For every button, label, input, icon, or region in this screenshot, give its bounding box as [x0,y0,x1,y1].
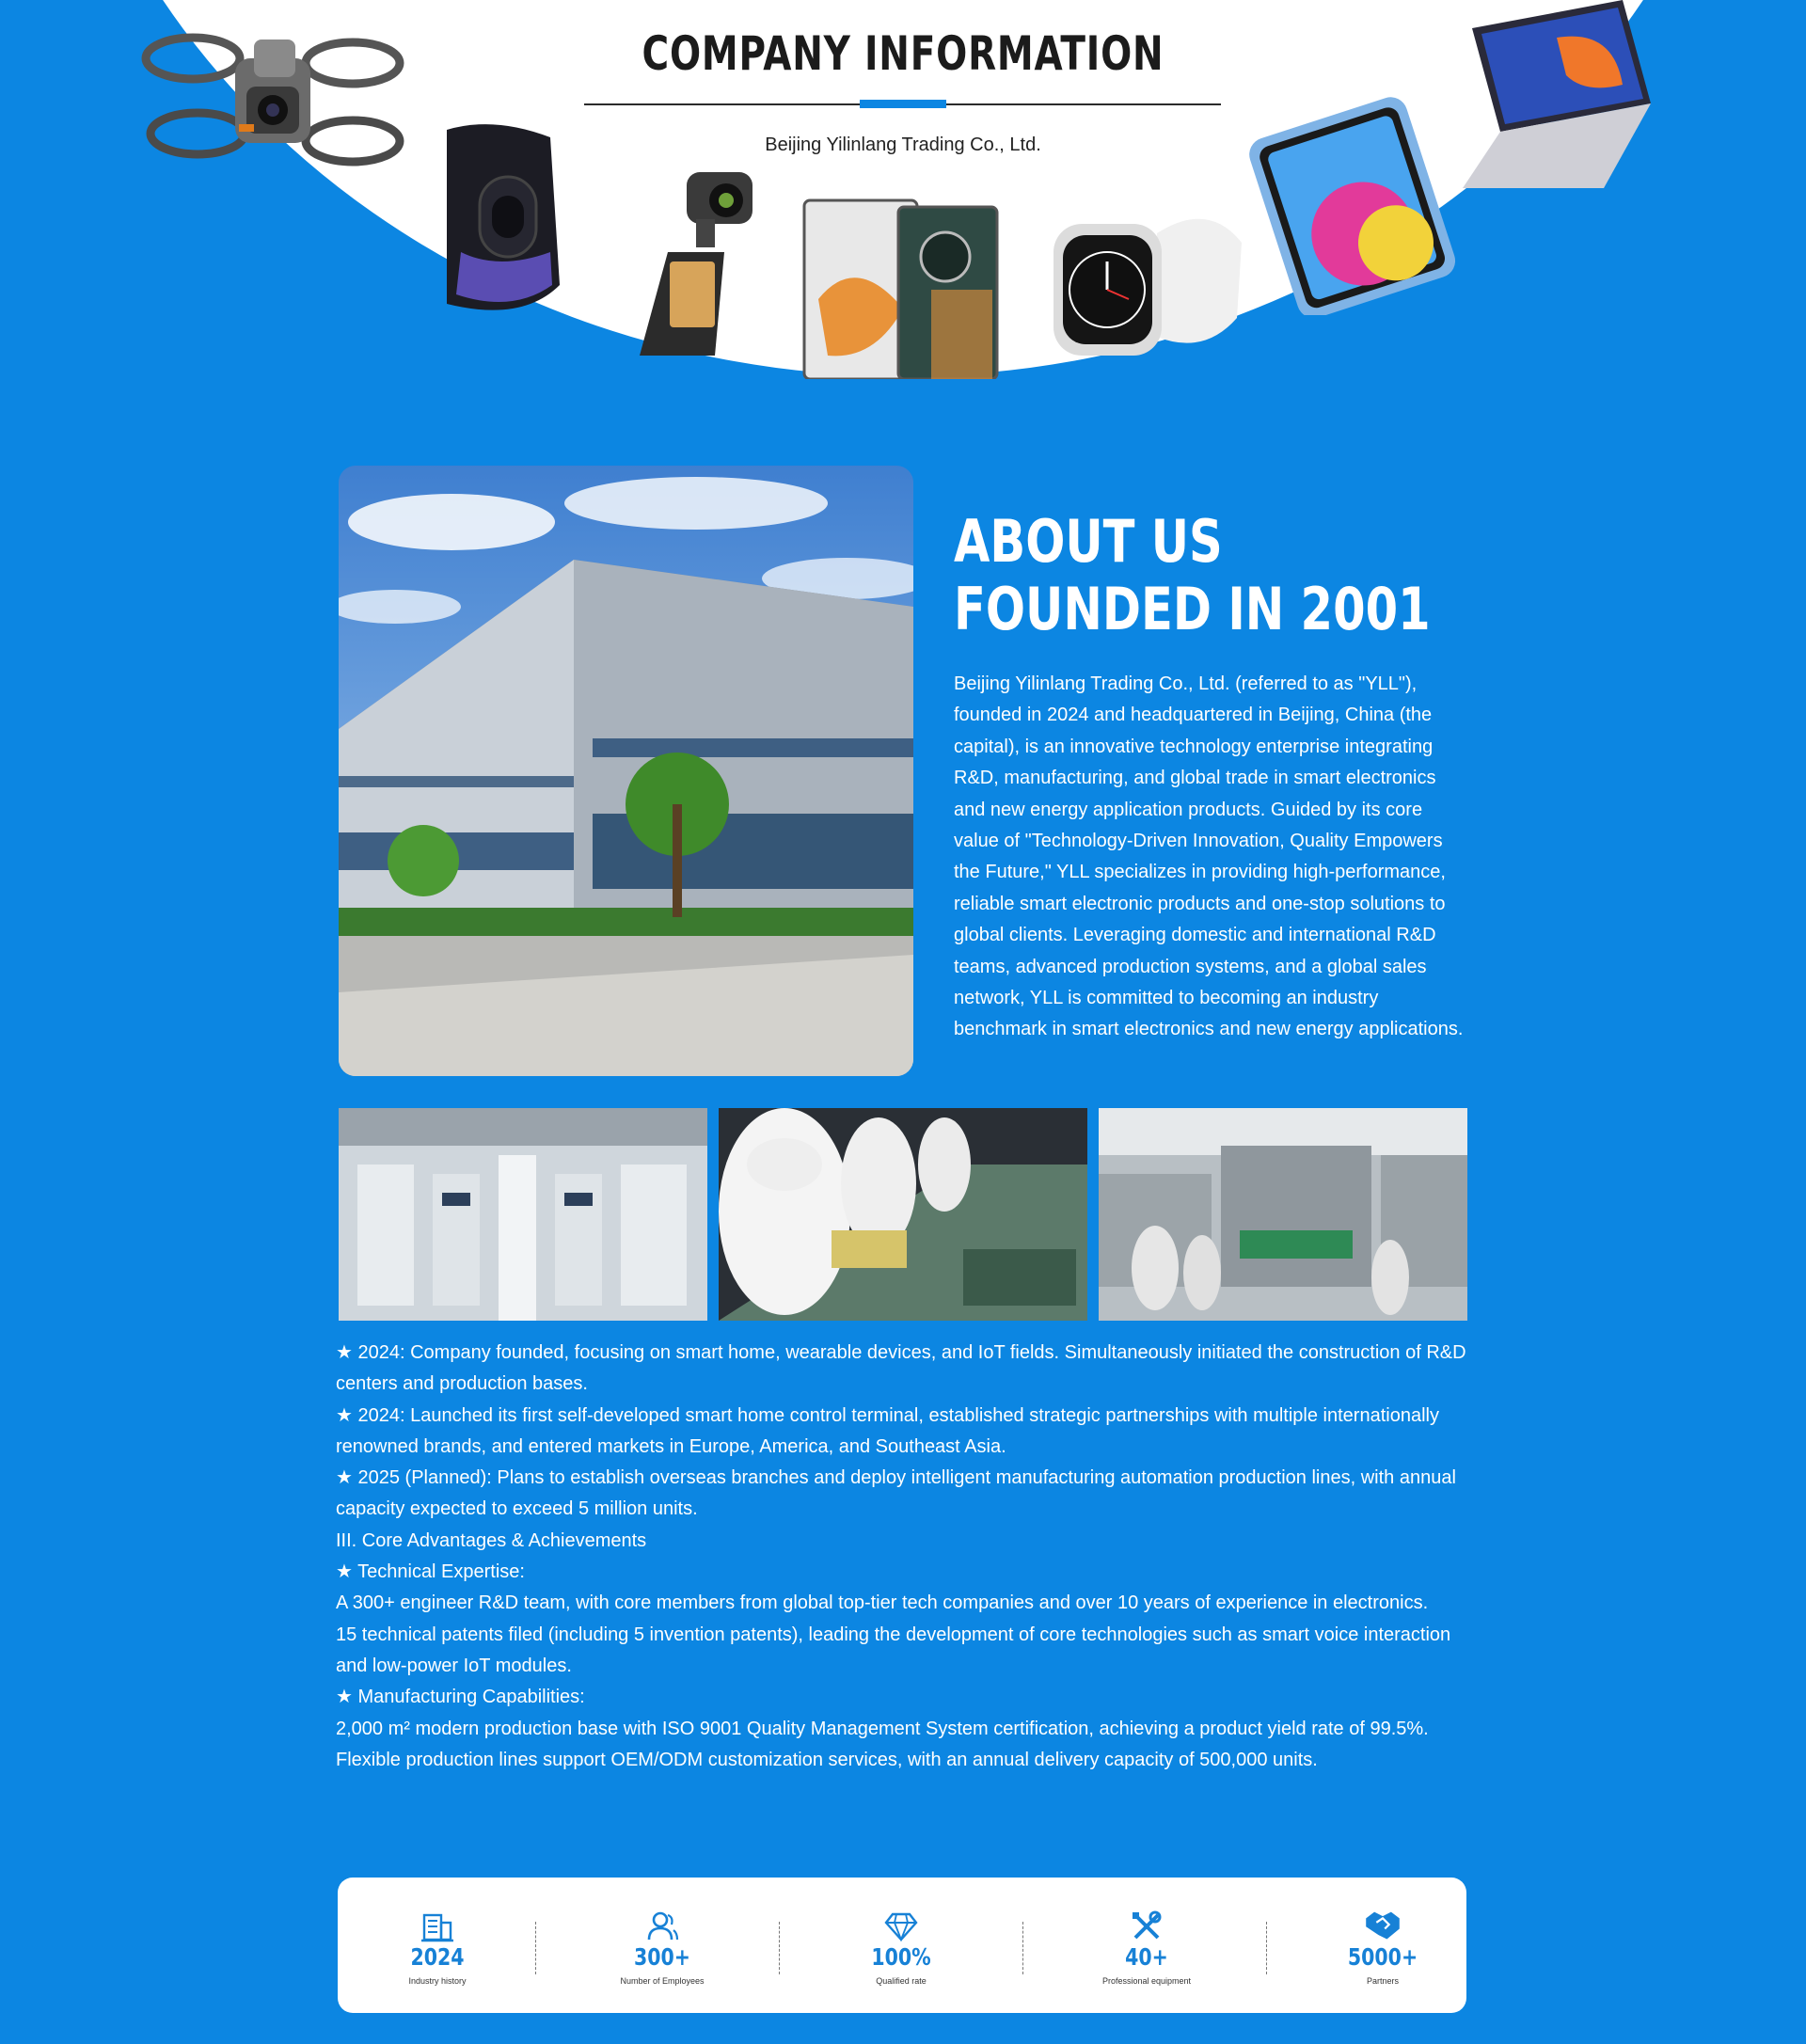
about-heading-line1: ABOUT US [954,507,1223,576]
stat-divider [779,1922,780,1974]
tools-icon [1130,1909,1164,1943]
stat-equipment [1053,1878,1241,2013]
tablet-image [1242,94,1467,315]
stat-value: 40+ [1125,1943,1168,1971]
gimbal-camera-image [621,167,771,356]
stat-label: Number of Employees [620,1976,705,1986]
about-heading-line2: FOUNDED IN 2001 [954,575,1431,643]
title-accent-bar [860,100,946,108]
building-icon [420,1909,454,1943]
stat-value: 2024 [410,1943,465,1971]
stat-label: Professional equipment [1101,1976,1192,1986]
page-title: COMPANY INFORMATION [642,26,1164,81]
stat-value: 100% [871,1943,931,1971]
handshake-icon [1362,1906,1403,1943]
stat-value: 300+ [634,1943,690,1971]
factory-photo-2 [719,1108,1087,1321]
details-line: A 300+ engineer R&D team, with core members from global top-tier tech companies and over 10 years of experience in electronics. [336,1592,1429,1614]
hero-section [0,0,1806,395]
stat-divider [535,1922,536,1974]
details-line: ★ Technical Expertise: [336,1561,525,1583]
factory-photo-3 [1099,1108,1467,1321]
details-line: ★ Manufacturing Capabilities: [336,1687,585,1708]
stat-label: Qualified rate [876,1976,927,1986]
foldable-phone-image [800,196,1006,379]
headquarters-photo [339,466,913,1076]
stat-industry-history [343,1878,531,2013]
stat-employees [568,1878,756,2013]
details-line: 2,000 m² modern production base with ISO 9001 Quality Management System certification, achieving a product yield rate of 99.5%. [336,1718,1429,1739]
details-line: ★ 2024: Company founded, focusing on smart home, wearable devices, and IoT fields. Simultaneously initiated the construction of R&D centers and production bases. [336,1342,1466,1395]
stat-partners [1289,1878,1477,2013]
company-subtitle: Beijing Yilinlang Trading Co., Ltd. [765,135,1041,155]
factory-photo-1 [339,1108,707,1321]
users-icon [645,1909,679,1943]
stats-card [338,1878,1466,2013]
diamond-icon [884,1909,918,1943]
smartwatch-image [1044,205,1246,360]
stat-label: Industry history [408,1976,467,1986]
company-details [336,1338,1469,1776]
stat-qualified-rate [807,1878,995,2013]
details-line: III. Core Advantages & Achievements [336,1529,647,1551]
stat-value: 5000+ [1347,1943,1418,1971]
about-heading [954,507,1431,643]
details-line: Flexible production lines support OEM/ODM customization services, with an annual delivery capacity of 500,000 units. [336,1749,1318,1770]
stat-divider [1266,1922,1267,1974]
stat-divider [1022,1922,1023,1974]
stat-label: Partners [1366,1976,1399,1986]
about-description: Beijing Yilinlang Trading Co., Ltd. (referred to as "YLL"), founded in 2024 and headquartered in Beijing, China (the capital), is an innovative technology enterprise integrating R&D, manufacturing, and global trade in smart electronics and new energy application products. Guided by its core value of "Technology-Driven Innovation, Quality Empowers the Future," YLL specializes in providing high-performance, reliable smart electronic products and one-stop solutions to global clients. Leveraging domestic and international R&D teams, advanced production systems, and a global sales network, YLL is committed to becoming an industry benchmark in smart electronics and new energy applications. [954,673,1464,1040]
details-line: ★ 2025 (Planned): Plans to establish overseas branches and deploy intelligent manufacturing automation production lines, with annual capacity expected to exceed 5 million units. [336,1467,1456,1520]
details-line: ★ 2024: Launched its first self-developed smart home control terminal, established strategic partnerships with multiple internationally renowned brands, and entered markets in Europe, America, and Southeast Asia. [336,1404,1439,1457]
details-line: 15 technical patents filed (including 5 invention patents), leading the development of core technologies such as smart voice interaction and low-power IoT modules. [336,1624,1451,1676]
